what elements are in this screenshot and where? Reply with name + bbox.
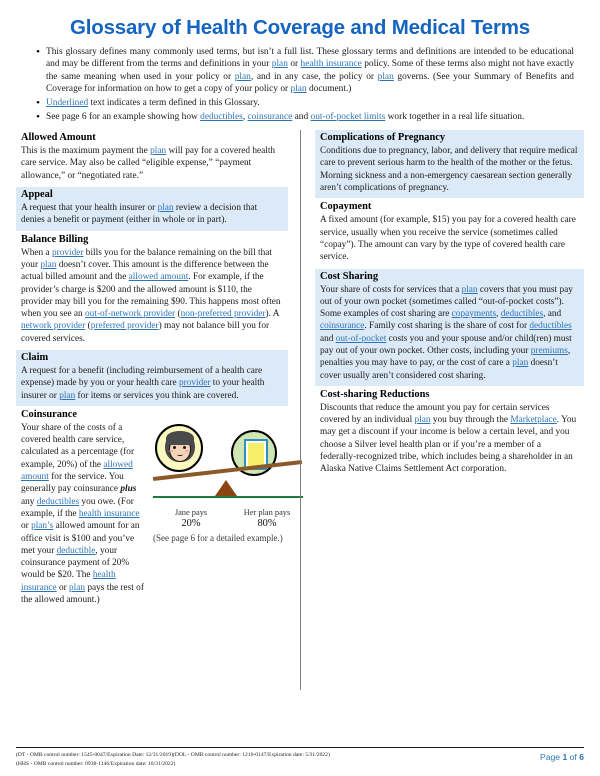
glossary-link[interactable]: plan (234, 71, 251, 82)
body-text: ( (85, 321, 91, 332)
body-text: work together in a real life situation. (385, 111, 525, 122)
glossary-column-left (16, 130, 300, 690)
seesaw-ground-line (153, 496, 303, 498)
omb-control-numbers (16, 751, 530, 768)
glossary-entry-allowed-amount (16, 130, 288, 186)
right-entries-container (315, 130, 584, 480)
glossary-link[interactable]: out-of-network provider (85, 309, 176, 320)
body-text: policy. Some of these terms also might not have exactly the same meaning when used in your policy or (46, 59, 575, 82)
page-title: Glossary of Health Coverage and Medical Terms (70, 16, 530, 39)
body-text: for the service. You generally pay coinsurance (21, 472, 124, 495)
glossary-link[interactable]: allowed amount (128, 272, 189, 283)
body-text: , (496, 309, 501, 320)
glossary-term-allowed-amount: Allowed Amount (21, 132, 96, 144)
page-prefix: Page (540, 752, 563, 763)
bullet-dot-icon: • (36, 110, 40, 123)
glossary-definition-balance-billing (21, 247, 283, 345)
body-text: doesn’t cover usually aren’t considered cost sharing. (320, 358, 558, 381)
jane-pays-text: Jane pays (174, 507, 208, 517)
glossary-link[interactable]: plan (512, 358, 529, 369)
body-text: or (21, 521, 32, 532)
glossary-link[interactable]: deductibles (529, 321, 572, 332)
body-text: doesn’t cover. This amount is the difference between the actual billed amount and the (21, 259, 269, 283)
glossary-link[interactable]: plan (414, 415, 431, 426)
glossary-link[interactable]: copayments (451, 309, 497, 320)
glossary-definition-allowed-amount (21, 145, 283, 182)
glossary-link[interactable]: plan (271, 59, 288, 70)
glossary-entry-cost-sharing-reductions (315, 387, 584, 480)
glossary-link[interactable]: non-preferred provider (180, 309, 266, 320)
body-text: for items or services you think are covered. (75, 390, 239, 401)
body-text: or (56, 582, 70, 593)
body-text: When a (21, 247, 52, 258)
glossary-columns (16, 130, 584, 690)
body-text: covers that you must pay out of your own pocket (sometimes called “out-of-pocket costs”). Some examples of cost sharing are (320, 284, 573, 320)
person-icon (155, 424, 203, 472)
body-text: review a decision that denies a benefit or payment (either in whole or in part). (21, 203, 258, 226)
body-text: A request for a benefit (including reimbursement of a health care expense) made by you or your health care (21, 365, 263, 389)
body-text: document.) (306, 84, 352, 95)
body-text: , and in any case, the policy or (250, 71, 378, 82)
glossary-link[interactable]: plan (59, 390, 76, 401)
omb-line-1: (DT - OMB control number: 1545-0047/Expiration Date: 12/31/2019)(DOL - OMB control number: 1210-0147/Expiration date: 5/31/2022) (16, 752, 330, 759)
glossary-link[interactable]: health insurance (300, 59, 362, 70)
glossary-entry-claim (16, 350, 288, 406)
emphasis-text: plus (120, 484, 137, 495)
glossary-column-right (300, 130, 584, 690)
glossary-entry-balance-billing (16, 232, 288, 349)
glossary-link[interactable]: out-of-pocket limits (310, 111, 386, 122)
glossary-definition-coinsurance (21, 422, 149, 606)
glossary-term-coinsurance: Coinsurance (21, 408, 77, 420)
body-text: Conditions due to pregnancy, labor, and delivery that require medical care to prevent serious harm to the health of the mother or the fetus. Morning sickness and a non-emergency caesarean section generally aren’t complications of pregnancy. (320, 146, 578, 194)
glossary-link[interactable]: deductible (56, 545, 96, 556)
seesaw-pay-labels (153, 507, 305, 530)
intro-bullet-3 (30, 111, 574, 124)
glossary-link[interactable]: plan (69, 582, 86, 593)
glossary-link[interactable]: provider (51, 247, 84, 258)
body-text: , your coinsurance payment of 20% would be $20. The (21, 545, 130, 581)
body-text: . For example, if the provider’s charge is $200 and the allowed amount is $110, the provider may bill you for the remaining $90. This happens most often when you see an (21, 272, 281, 320)
glossary-definition-cost-sharing (320, 284, 579, 382)
bullet-text (46, 111, 574, 124)
glossary-link[interactable]: Underlined (46, 97, 89, 108)
body-text: . Family cost sharing is the share of cost for (364, 321, 530, 332)
body-text: Your share of the costs of a covered health care service, calculated as a percentage (for example, 20%) of the (21, 422, 135, 470)
bullet-text (46, 97, 574, 110)
glossary-link[interactable]: preferred provider (90, 321, 159, 332)
glossary-link[interactable]: allowed amount (21, 459, 133, 483)
body-text: This glossary defines many commonly used terms, but isn’t a full list. These glossary terms and definitions are intended to be educational and may be different from the terms and definitions in your (46, 46, 574, 70)
glossary-term-balance-billing: Balance Billing (21, 233, 89, 245)
seesaw-fulcrum-icon (215, 480, 237, 496)
body-text: or (287, 59, 301, 70)
glossary-term-cost-sharing-reductions: Cost-sharing Reductions (320, 388, 430, 400)
body-text: to your health insurer or (21, 378, 265, 401)
body-text: Discounts that reduce the amount you pay for certain services covered by an individual (320, 402, 550, 426)
intro-bullet-2 (30, 97, 574, 110)
bullet-dot-icon: • (36, 96, 40, 109)
glossary-entry-cost-sharing (315, 269, 584, 386)
glossary-link[interactable]: Marketplace (510, 415, 557, 426)
glossary-link[interactable]: plan (157, 203, 174, 214)
glossary-entry-complications-of-pregnancy (315, 130, 584, 198)
glossary-link[interactable]: network provider (21, 321, 86, 332)
body-text: you owe. (For example, if the (21, 496, 134, 519)
glossary-link[interactable]: plan (150, 146, 167, 157)
glossary-link[interactable]: deductibles (36, 496, 80, 507)
glossary-link[interactable]: plan (377, 71, 394, 82)
body-text: , and (543, 309, 562, 320)
glossary-link[interactable]: plan’s (31, 521, 54, 532)
jane-pays-label (153, 507, 229, 530)
page-current: 1 (562, 752, 568, 763)
omb-line-2: (HHS - OMB control number: 0938-1146/Expiration date: 10/31/2022) (16, 760, 176, 767)
glossary-link[interactable]: plan (461, 284, 478, 295)
glossary-entry-copayment (315, 199, 584, 267)
body-text: and (292, 111, 311, 122)
plan-pays-label (229, 507, 305, 530)
glossary-link[interactable]: plan (290, 84, 307, 95)
body-text: A request that your health insurer or (21, 203, 158, 214)
figure-caption: (See page 6 for a detailed example.) (153, 532, 283, 543)
glossary-entry-appeal (16, 187, 288, 231)
glossary-definition-cost-sharing-reductions (320, 402, 579, 476)
bullet-dot-icon: • (36, 45, 40, 58)
body-text: text indicates a term defined in this Glossary. (88, 97, 260, 108)
glossary-term-cost-sharing: Cost Sharing (320, 270, 379, 282)
body-text: any (21, 496, 37, 507)
glossary-definition-complications-of-pregnancy (320, 145, 579, 194)
coinsurance-figure (149, 422, 313, 606)
glossary-link[interactable]: health insurance (21, 570, 116, 593)
plan-pays-percent: 80% (257, 517, 277, 529)
page-total: 6 (579, 752, 584, 763)
jane-pays-percent: 20% (181, 517, 201, 529)
body-text: allowed amount for an office visit is $100 and you’ve met your (21, 521, 140, 556)
glossary-link[interactable]: coinsurance (247, 111, 293, 122)
body-text: This is the maximum payment the (21, 146, 151, 157)
intro-bullet-1 (30, 46, 574, 96)
page-footer (16, 747, 584, 768)
glossary-definition-appeal (21, 202, 283, 227)
glossary-term-claim: Claim (21, 351, 49, 363)
glossary-link[interactable]: provider (178, 378, 211, 389)
body-text: governs. (See your Summary of Benefits and Coverage for information on how to get a copy of your policy or (46, 71, 574, 95)
glossary-link[interactable]: premiums (530, 345, 568, 356)
page-number (530, 751, 584, 762)
seesaw-illustration (153, 424, 305, 506)
glossary-link[interactable]: plan (40, 259, 57, 270)
glossary-definition-copayment (320, 214, 579, 263)
bullet-text (46, 46, 574, 96)
glossary-link[interactable]: deductibles (500, 309, 544, 320)
body-text: pays the rest of the allowed amount.) (21, 582, 144, 606)
plan-pays-text: Her plan pays (243, 507, 291, 517)
glossary-link[interactable]: coinsurance (320, 321, 365, 332)
intro-bullet-list (30, 46, 574, 124)
glossary-term-copayment: Copayment (320, 201, 372, 213)
page-mid: of (567, 752, 580, 763)
left-entries-container (16, 130, 288, 406)
body-text: ) may not balance bill you for covered services. (21, 321, 270, 344)
footer-divider (16, 747, 584, 748)
body-text: ). A (265, 309, 279, 320)
body-text: costs you and your spouse and/or child(ren) must pay out of your own pocket. Other costs, including your (320, 333, 572, 356)
glossary-link[interactable]: deductibles (200, 111, 243, 122)
glossary-link[interactable]: out-of-pocket (335, 333, 387, 344)
body-text: ( (175, 309, 181, 320)
glossary-definition-claim (21, 365, 283, 402)
glossary-link[interactable]: health insurance (78, 508, 140, 519)
body-text: . You may get a discount if your income is below a certain level, and you choose a Silver level health plan or if you’re a member of a federally-recognized tribe, which includes being a shareholder in an Alaska Native Claims Settlement Act corporation. (320, 415, 577, 475)
body-text: will pay for a covered health care service. May also be called “eligible expense,” “payment allowance,” or “negotiated rate.” (21, 146, 276, 181)
body-text: See page 6 for an example showing how (46, 111, 201, 122)
body-text: , penalties you may have to pay, or the cost of care a (320, 345, 571, 369)
glossary-term-complications-of-pregnancy: Complications of Pregnancy (320, 132, 446, 144)
body-text: you buy through the (430, 415, 511, 426)
body-text: Your share of costs for services that a (320, 284, 462, 295)
body-text: , (242, 111, 248, 122)
glossary-term-appeal: Appeal (21, 189, 53, 201)
glossary-entry-coinsurance (16, 407, 291, 610)
body-text: A fixed amount (for example, $15) you pay for a covered health care service, usually when you receive the service (sometimes called “copay”). The amount can vary by the type of covered health care service. (320, 215, 576, 263)
body-text: bills you for the balance remaining on the bill that your (21, 247, 272, 270)
body-text: and (320, 333, 336, 344)
